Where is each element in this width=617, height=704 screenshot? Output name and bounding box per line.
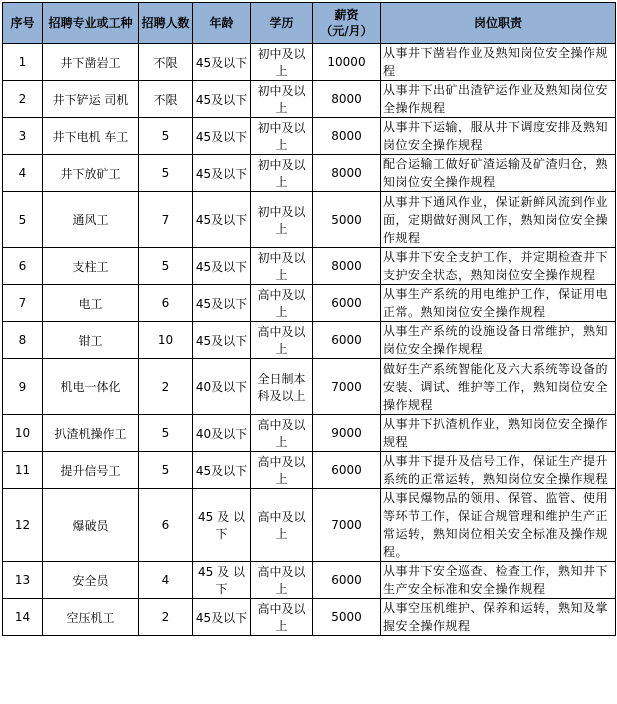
cell-education: 高中及以上 (251, 599, 313, 636)
cell-salary: 9000 (313, 415, 381, 452)
cell-job: 扒渣机操作工 (43, 415, 139, 452)
cell-no: 1 (3, 44, 43, 81)
cell-salary: 6000 (313, 452, 381, 489)
cell-salary: 7000 (313, 359, 381, 415)
cell-count: 5 (139, 118, 193, 155)
header-age: 年龄 (193, 3, 251, 44)
cell-no: 9 (3, 359, 43, 415)
cell-age: 40及以下 (193, 415, 251, 452)
cell-salary: 8000 (313, 248, 381, 285)
table-row (3, 359, 616, 415)
cell-duty: 从事井下提升及信号工作，保证生产提升系统的正常运转，熟知岗位安全操作规程 (381, 452, 616, 489)
cell-duty: 做好生产系统智能化及六大系统等设备的安装、调试、维护等工作，熟知岗位安全操作规程 (381, 359, 616, 415)
cell-salary: 8000 (313, 81, 381, 118)
cell-no: 5 (3, 192, 43, 248)
table-row (3, 452, 616, 489)
cell-job: 井下放矿工 (43, 155, 139, 192)
cell-duty: 从事井下通风作业，保证新鲜风流到作业面，定期做好测风工作，熟知岗位安全操作规程 (381, 192, 616, 248)
cell-no: 10 (3, 415, 43, 452)
cell-duty: 从事生产系统的用电维护工作，保证用电正常。熟知岗位安全操作规程 (381, 285, 616, 322)
cell-education: 初中及以上 (251, 118, 313, 155)
cell-age: 40及以下 (193, 359, 251, 415)
cell-count: 不限 (139, 44, 193, 81)
table-header-row (3, 3, 616, 44)
cell-duty: 从事井下扒渣机作业，熟知岗位安全操作规程 (381, 415, 616, 452)
cell-salary: 6000 (313, 322, 381, 359)
cell-age: 45及以下 (193, 248, 251, 285)
cell-no: 8 (3, 322, 43, 359)
cell-count: 2 (139, 359, 193, 415)
cell-count: 5 (139, 248, 193, 285)
header-education: 学历 (251, 3, 313, 44)
recruitment-table (2, 2, 616, 636)
cell-count: 2 (139, 599, 193, 636)
cell-duty: 从事井下出矿出渣铲运作业及熟知岗位安全操作规程 (381, 81, 616, 118)
cell-count: 6 (139, 285, 193, 322)
cell-job: 安全员 (43, 562, 139, 599)
cell-count: 10 (139, 322, 193, 359)
cell-duty: 配合运输工做好矿渣运输及矿渣归仓，熟知岗位安全操作规程 (381, 155, 616, 192)
cell-age: 45及以下 (193, 81, 251, 118)
cell-job: 井下铲运 司机 (43, 81, 139, 118)
cell-job: 空压机工 (43, 599, 139, 636)
cell-salary: 10000 (313, 44, 381, 81)
cell-salary: 5000 (313, 192, 381, 248)
cell-education: 初中及以上 (251, 155, 313, 192)
cell-count: 4 (139, 562, 193, 599)
header-count: 招聘人数 (139, 3, 193, 44)
cell-age: 45 及 以下 (193, 562, 251, 599)
cell-no: 4 (3, 155, 43, 192)
cell-age: 45及以下 (193, 192, 251, 248)
header-duty: 岗位职责 (381, 3, 616, 44)
table-row (3, 322, 616, 359)
cell-no: 3 (3, 118, 43, 155)
cell-count: 5 (139, 415, 193, 452)
cell-no: 11 (3, 452, 43, 489)
cell-job: 机电一体化 (43, 359, 139, 415)
cell-education: 高中及以上 (251, 285, 313, 322)
table-row (3, 562, 616, 599)
cell-count: 5 (139, 452, 193, 489)
cell-duty: 从事井下凿岩作业及熟知岗位安全操作规程 (381, 44, 616, 81)
header-no: 序号 (3, 3, 43, 44)
cell-duty: 从事井下安全巡查、检查工作，熟知井下生产安全标准和安全操作规程 (381, 562, 616, 599)
table-row (3, 155, 616, 192)
cell-no: 12 (3, 489, 43, 562)
cell-duty: 从事民爆物品的领用、保管、监管、使用等环节工作，保证合规管理和维护生产正常运转，熟知岗位相关安全标准及操作规程。 (381, 489, 616, 562)
cell-age: 45及以下 (193, 44, 251, 81)
cell-salary: 7000 (313, 489, 381, 562)
table-row (3, 489, 616, 562)
cell-no: 2 (3, 81, 43, 118)
cell-duty: 从事井下安全支护工作，并定期检查井下支护安全状态，熟知岗位安全操作规程 (381, 248, 616, 285)
table-row (3, 248, 616, 285)
cell-job: 钳工 (43, 322, 139, 359)
table-row (3, 285, 616, 322)
cell-age: 45 及 以下 (193, 489, 251, 562)
cell-job: 电工 (43, 285, 139, 322)
cell-education: 初中及以上 (251, 81, 313, 118)
cell-no: 7 (3, 285, 43, 322)
cell-age: 45及以下 (193, 322, 251, 359)
cell-count: 6 (139, 489, 193, 562)
cell-no: 13 (3, 562, 43, 599)
table-row (3, 81, 616, 118)
cell-count: 7 (139, 192, 193, 248)
cell-age: 45及以下 (193, 452, 251, 489)
cell-education: 高中及以上 (251, 415, 313, 452)
cell-job: 通风工 (43, 192, 139, 248)
cell-education: 高中及以上 (251, 452, 313, 489)
cell-age: 45及以下 (193, 285, 251, 322)
cell-salary: 8000 (313, 118, 381, 155)
header-salary (313, 3, 381, 44)
cell-job: 爆破员 (43, 489, 139, 562)
cell-age: 45及以下 (193, 118, 251, 155)
cell-salary: 8000 (313, 155, 381, 192)
cell-job: 井下电机 车工 (43, 118, 139, 155)
table-row (3, 192, 616, 248)
cell-no: 14 (3, 599, 43, 636)
header-salary-line1: 薪资 (334, 8, 359, 22)
cell-education: 高中及以上 (251, 489, 313, 562)
cell-salary: 6000 (313, 562, 381, 599)
cell-duty: 从事生产系统的设施设备日常维护，熟知岗位安全操作规程 (381, 322, 616, 359)
cell-education: 初中及以上 (251, 44, 313, 81)
cell-education: 高中及以上 (251, 562, 313, 599)
cell-age: 45及以下 (193, 155, 251, 192)
cell-education: 初中及以上 (251, 248, 313, 285)
table-row (3, 415, 616, 452)
cell-education: 全日制本科及以上 (251, 359, 313, 415)
table-row (3, 599, 616, 636)
cell-age: 45及以下 (193, 599, 251, 636)
cell-duty: 从事空压机维护、保养和运转，熟知及掌握安全操作规程 (381, 599, 616, 636)
cell-education: 初中及以上 (251, 192, 313, 248)
cell-duty: 从事井下运输，服从井下调度安排及熟知岗位安全操作规程 (381, 118, 616, 155)
header-salary-line2: （元/月） (320, 24, 373, 38)
cell-salary: 6000 (313, 285, 381, 322)
cell-count: 不限 (139, 81, 193, 118)
cell-salary: 5000 (313, 599, 381, 636)
header-job: 招聘专业或工种 (43, 3, 139, 44)
cell-no: 6 (3, 248, 43, 285)
cell-count: 5 (139, 155, 193, 192)
cell-job: 井下凿岩工 (43, 44, 139, 81)
cell-education: 高中及以上 (251, 322, 313, 359)
table-row (3, 44, 616, 81)
cell-job: 提升信号工 (43, 452, 139, 489)
table-row (3, 118, 616, 155)
cell-job: 支柱工 (43, 248, 139, 285)
